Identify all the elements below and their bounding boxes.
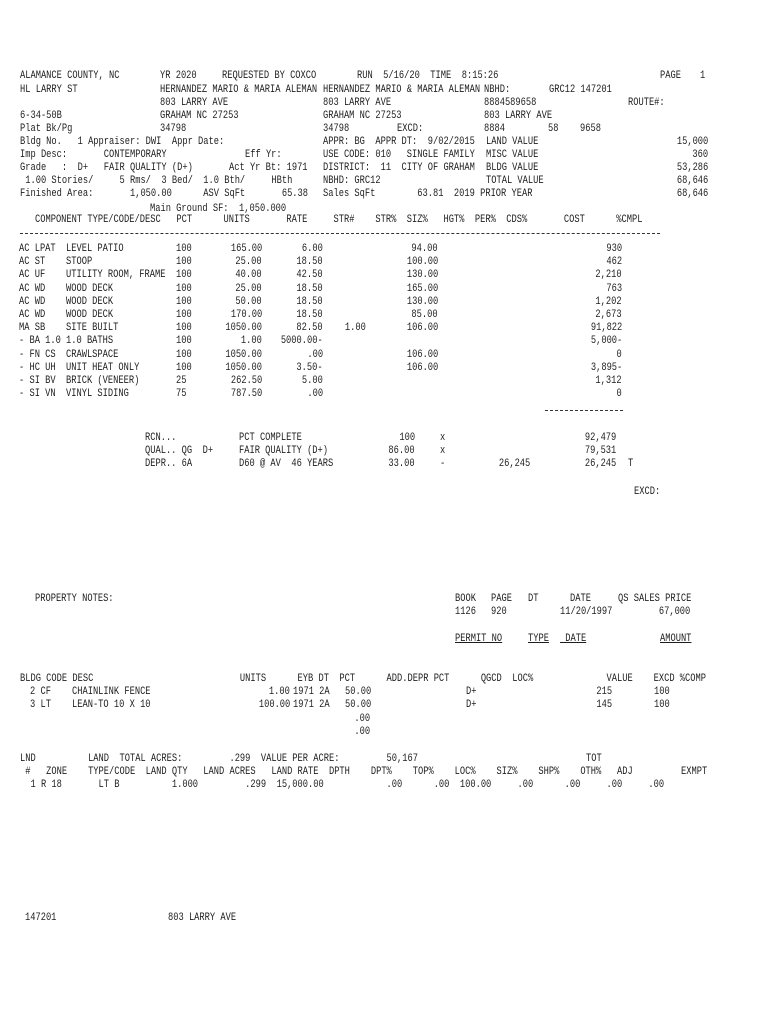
component-cost: 1,202: [595, 295, 622, 308]
grade: Grade : D+ FAIR QUALITY (D+): [20, 162, 193, 174]
summary-flag: T: [628, 458, 634, 470]
location-address: 803 LARRY AVE: [484, 110, 553, 122]
component-desc: UNIT HEAT ONLY: [66, 361, 140, 374]
component-pct: 100: [176, 243, 192, 255]
owner-zip: 34798: [160, 123, 187, 135]
total-value-label: TOTAL VALUE: [486, 175, 544, 187]
code-part-1: 8884: [484, 123, 505, 135]
main-ground-sf: Main Ground SF: 1,050.000: [150, 203, 287, 215]
land-value: 15,000: [676, 136, 708, 148]
outbuilding-eyb: 1971 2A: [293, 686, 330, 698]
outbuilding-eyb: 1971 2A: [293, 699, 330, 711]
summary-value: 33.00: [388, 458, 415, 470]
mail-zip: 34798: [323, 123, 350, 135]
component-units: 40.00: [235, 269, 262, 282]
component-desc: SITE BUILT: [66, 322, 119, 335]
nbhd-code: NBHD: GRC12: [323, 175, 381, 187]
owner-address: 803 LARRY AVE: [160, 97, 229, 109]
nbhd-label: NBHD:: [484, 84, 511, 96]
dt-header: DT: [528, 593, 539, 605]
summary-cost: 26,245: [584, 458, 616, 470]
finished-area: Finished Area: 1,050.00 ASV SqFt 65.38: [20, 188, 309, 200]
component-siz: 100.00: [406, 256, 438, 269]
component-cost: 930: [606, 243, 622, 255]
permit-date-header: DATE: [560, 633, 587, 645]
land-header: # ZONE TYPE/CODE LAND QTY LAND ACRES LAND RATE DPTH DPT% TOP% LOC% SIZ% SHP% OTH% ADJ: [20, 766, 633, 778]
component-cost: 462: [606, 256, 622, 269]
component-cost: 0: [616, 388, 622, 401]
sale-date: 11/20/1997: [560, 606, 613, 618]
footer-id: 147201: [25, 912, 57, 924]
summary-operator: x: [440, 432, 446, 444]
excd-label-2: EXCD:: [634, 486, 661, 498]
nbhd-value: GRC12 147201: [549, 84, 612, 96]
component-pct: 100: [176, 361, 192, 374]
component-desc: CRAWLSPACE: [66, 348, 119, 361]
permit-amount-header: AMOUNT: [660, 633, 692, 645]
component-pct: 100: [176, 348, 192, 361]
outbuilding-units: 100.00: [258, 699, 290, 711]
owner-city: GRAHAM NC 27253: [160, 110, 239, 122]
component-units: 50.00: [235, 295, 262, 308]
date-header: DATE: [570, 593, 591, 605]
code-part-2: 58: [548, 123, 559, 135]
summary-cost: 79,531: [584, 445, 616, 457]
component-rate: 5000.00-: [281, 335, 323, 348]
eff-year: Eff Yr:: [245, 149, 282, 161]
sale-book: 1126: [455, 606, 476, 618]
component-pct: 100: [176, 322, 192, 335]
outbuilding-value: 215: [596, 686, 612, 698]
summary-value: 86.00: [388, 445, 415, 457]
components-header: COMPONENT TYPE/CODE/DESC PCT UNITS RATE STR# STR% SIZ% HGT% PER% CDS% COST %CMPL: [35, 214, 643, 226]
appraisal-info: APPR: BG APPR DT: 9/02/2015: [323, 136, 475, 148]
summary-desc: FAIR QUALITY (D+): [239, 445, 329, 457]
component-siz: 94.00: [411, 243, 438, 255]
component-code: AC WD: [19, 309, 46, 321]
mail-address: 803 LARRY AVE: [323, 97, 392, 109]
component-cost: 3,895-: [590, 361, 622, 374]
component-rate: 42.50: [296, 269, 323, 282]
page-label: PAGE: [660, 70, 681, 82]
outbuilding-code: 2 CF: [30, 686, 51, 698]
page-number: 1: [700, 70, 706, 82]
sale-page: 920: [491, 606, 507, 618]
component-siz: 106.00: [406, 348, 438, 361]
component-desc: LEVEL PATIO: [66, 243, 124, 255]
component-rate: 6.00: [302, 243, 323, 255]
component-cost: 2,210: [595, 269, 622, 282]
component-code: AC ST: [19, 256, 46, 269]
component-siz: 130.00: [406, 295, 438, 308]
component-pct: 100: [176, 269, 192, 282]
route-label: ROUTE#:: [628, 97, 665, 109]
code-part-3: 9658: [580, 123, 601, 135]
summary-value: 100: [399, 432, 415, 444]
cost-total-divider: [545, 410, 623, 411]
page-header: PAGE: [491, 593, 512, 605]
component-code: - FN CS: [19, 348, 56, 361]
land-summary: LND LAND TOTAL ACRES: .299 VALUE PER ACRE: 50,167: [20, 753, 418, 765]
component-units: 25.00: [235, 256, 262, 269]
component-cost: 5,000-: [590, 335, 622, 348]
component-desc: STOOP: [66, 256, 93, 269]
ob-extra-2: .00: [354, 726, 370, 738]
component-desc: WOOD DECK: [66, 309, 114, 321]
component-siz: 106.00: [406, 322, 438, 335]
component-cost: 91,822: [590, 322, 622, 335]
phone-number: 8884589658: [484, 97, 537, 109]
misc-value-label: MISC VALUE: [486, 149, 539, 161]
component-cost: 0: [616, 348, 622, 361]
component-desc: BRICK (VENEER): [66, 375, 140, 387]
outbuilding-comp: 100: [654, 699, 670, 711]
component-rate: 18.50: [296, 256, 323, 269]
permit-type-header: TYPE: [528, 633, 549, 645]
tax-year: YR 2020: [160, 70, 197, 82]
summary-cost: 92,479: [584, 432, 616, 444]
outbuilding-comp: 100: [654, 686, 670, 698]
outbuilding-units: 1.00: [269, 686, 290, 698]
component-units: 1050.00: [225, 361, 262, 374]
summary-desc: D60 @ AV 46 YEARS: [239, 458, 334, 470]
component-code: MA SB: [19, 322, 46, 335]
outbuilding-qgcd: D+: [466, 699, 477, 711]
outbuildings-header: BLDG CODE DESC UNITS EYB DT PCT ADD.DEPR PCT QGCD LOC% VALUE EXCD %COMP: [20, 673, 706, 685]
component-cost: 763: [606, 282, 622, 295]
component-pct: 100: [176, 282, 192, 295]
component-siz: 130.00: [406, 269, 438, 282]
summary-operator: x: [440, 445, 446, 457]
component-code: - SI BV: [19, 375, 56, 387]
outbuilding-desc: LEAN-TO 10 X 10: [72, 699, 151, 711]
outbuilding-pct: 50.00: [345, 699, 372, 711]
land-row: 1 R 18 LT B 1.000 .299 15,000.00 .00 .00 100.00 .00 .00 .00 .00: [20, 779, 665, 791]
component-str: 1.00: [345, 322, 366, 335]
component-code: - SI VN: [19, 388, 56, 401]
component-pct: 100: [176, 295, 192, 308]
outbuilding-desc: CHAINLINK FENCE: [72, 686, 151, 698]
component-rate: 5.00: [302, 375, 323, 387]
component-rate: 82.50: [296, 322, 323, 335]
book-header: BOOK: [455, 593, 476, 605]
ob-extra-1: .00: [354, 713, 370, 725]
component-rate: .00: [307, 348, 323, 361]
component-code: AC WD: [19, 295, 46, 308]
component-units: 25.00: [235, 282, 262, 295]
use-code: USE CODE: 010 SINGLE FAMILY: [323, 149, 475, 161]
footer-address: 803 LARRY AVE: [168, 912, 237, 924]
component-pct: 100: [176, 256, 192, 269]
property-notes-label: PROPERTY NOTES:: [35, 593, 114, 605]
county-name: ALAMANCE COUNTY, NC: [20, 70, 120, 82]
component-rate: 18.50: [296, 282, 323, 295]
summary-operator: -: [440, 458, 446, 470]
component-rate: 18.50: [296, 309, 323, 321]
stories-rooms: 1.00 Stories/ 5 Rms/ 3 Bed/ 1.0 Bth/ HBth: [20, 175, 293, 187]
component-pct: 75: [176, 388, 187, 401]
permit-no-header: PERMIT NO: [455, 633, 503, 645]
component-code: AC WD: [19, 282, 46, 295]
summary-label: RCN...: [145, 432, 177, 444]
component-desc: VINYL SIDING: [66, 388, 129, 401]
outbuilding-pct: 50.00: [345, 686, 372, 698]
mail-owner-name: HERNANDEZ MARIO & MARIA ALEMAN: [323, 84, 481, 96]
component-code: - BA 1.0: [19, 335, 61, 348]
sale-price: 67,000: [658, 606, 690, 618]
component-units: 262.50: [230, 375, 262, 387]
component-pct: 100: [176, 335, 192, 348]
component-units: 787.50: [230, 388, 262, 401]
component-desc: 1.0 BATHS: [66, 335, 114, 348]
component-cost: 2,673: [595, 309, 622, 321]
summary-label: DEPR.. 6A: [145, 458, 193, 470]
component-units: 1050.00: [225, 348, 262, 361]
outbuilding-code: 3 LT: [30, 699, 51, 711]
component-pct: 100: [176, 309, 192, 321]
prior-year-value: 68,646: [676, 188, 708, 200]
summary-label: QUAL.. QG D+: [145, 445, 214, 457]
component-rate: 18.50: [296, 295, 323, 308]
run-timestamp: RUN 5/16/20 TIME 8:15:26: [357, 70, 499, 82]
excd-label: EXCD:: [397, 123, 424, 135]
land-value-label: LAND VALUE: [486, 136, 539, 148]
tot-label: TOT: [586, 753, 602, 765]
plat-book-label: Plat Bk/Pg: [20, 123, 73, 135]
component-code: AC LPAT: [19, 243, 56, 255]
owner-name: HERNANDEZ MARIO & MARIA ALEMAN: [160, 84, 318, 96]
component-desc: WOOD DECK: [66, 295, 114, 308]
sales-price-header: QS SALES PRICE: [618, 593, 692, 605]
component-rate: .00: [307, 388, 323, 401]
component-siz: 165.00: [406, 282, 438, 295]
imp-desc: Imp Desc: CONTEMPORARY: [20, 149, 167, 161]
component-units: 165.00: [230, 243, 262, 255]
summary-desc: PCT COMPLETE: [239, 432, 302, 444]
exempt-label: EXMPT: [681, 766, 708, 778]
component-siz: 85.00: [411, 309, 438, 321]
sales-sqft: Sales SqFt 63.81 2019 PRIOR YEAR: [323, 188, 533, 200]
actual-year-built: Act Yr Bt: 1971: [229, 162, 308, 174]
outbuilding-value: 145: [596, 699, 612, 711]
component-desc: WOOD DECK: [66, 282, 114, 295]
requested-by: REQUESTED BY COXCO: [222, 70, 317, 82]
component-rate: 3.50-: [296, 361, 323, 374]
mail-city: GRAHAM NC 27253: [323, 110, 402, 122]
component-units: 1050.00: [225, 322, 262, 335]
header-divider: [20, 233, 660, 234]
component-siz: 106.00: [406, 361, 438, 374]
parcel-id: 6-34-50B: [20, 110, 62, 122]
misc-value: 360: [692, 149, 708, 161]
summary-depreciation: 26,245: [498, 458, 530, 470]
component-units: 170.00: [230, 309, 262, 321]
component-units: 1.00: [241, 335, 262, 348]
outbuilding-qgcd: D+: [466, 686, 477, 698]
component-code: AC UF: [19, 269, 46, 282]
component-code: - HC UH: [19, 361, 56, 374]
bldg-value-label: BLDG VALUE: [486, 162, 539, 174]
street-name: HL LARRY ST: [20, 84, 78, 96]
bldg-value: 53,286: [676, 162, 708, 174]
component-pct: 25: [176, 375, 187, 387]
district: DISTRICT: 11 CITY OF GRAHAM: [323, 162, 475, 174]
bldg-number: Bldg No. 1 Appraiser: DWI Appr Date:: [20, 136, 225, 148]
total-value: 68,646: [676, 175, 708, 187]
component-cost: 1,312: [595, 375, 622, 387]
component-desc: UTILITY ROOM, FRAME: [66, 269, 166, 282]
